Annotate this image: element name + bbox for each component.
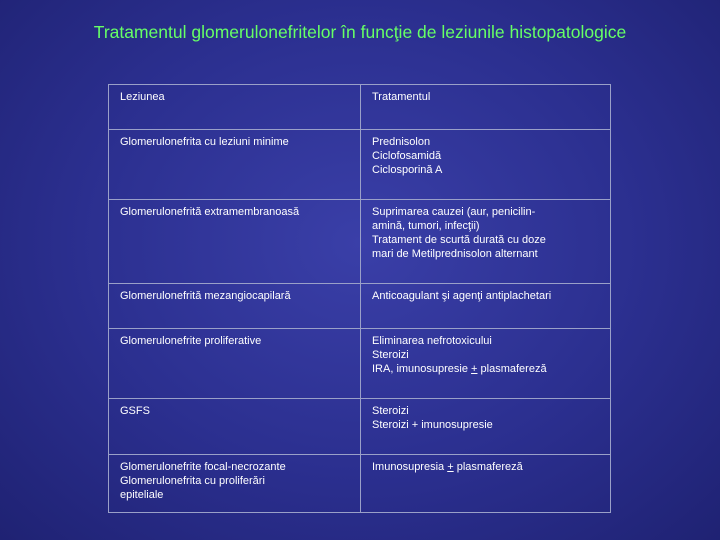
plasma-text: plasmafereză bbox=[477, 363, 547, 375]
lesion-cell bbox=[109, 284, 361, 329]
lesion-line: Glomerulonefrită mezangiocapilară bbox=[120, 290, 291, 302]
treatment-cell bbox=[361, 329, 611, 399]
lesion-line: Glomerulonefrită extramembranoasă bbox=[120, 206, 300, 218]
table-header-row bbox=[109, 85, 611, 130]
immuno-text: Imunosupresia bbox=[372, 461, 448, 473]
treatment-line: Steroizi + imunosupresie bbox=[372, 419, 493, 431]
treatment-line: Prednisolon bbox=[372, 136, 431, 148]
ira-text: IRA, imunosupresie bbox=[372, 363, 472, 375]
lesion-line: Glomerulonefrite focal-necrozante bbox=[120, 461, 286, 473]
lesion-cell bbox=[109, 455, 361, 513]
lesion-line: epiteliale bbox=[120, 489, 164, 501]
lesion-line: Glomerulonefrita cu proliferări bbox=[120, 475, 265, 487]
treatment-line: Ciclosporină A bbox=[372, 164, 443, 176]
header-treatment: Tratamentul bbox=[361, 85, 611, 130]
treatment-line: Steroizi bbox=[372, 405, 409, 417]
treatment-cell bbox=[361, 455, 611, 513]
treatment-cell bbox=[361, 130, 611, 200]
lesion-cell bbox=[109, 200, 361, 284]
treatment-cell bbox=[361, 284, 611, 329]
table-row bbox=[109, 284, 611, 329]
slide-title: Tratamentul glomerulonefritelor în funcţie de leziunile histopatologice bbox=[93, 22, 627, 42]
lesion-line: Glomerulonefrite proliferative bbox=[120, 335, 262, 347]
treatment-line: Ciclofosamidă bbox=[372, 150, 442, 162]
treatment-line: amină, tumori, infecţii) bbox=[372, 220, 480, 232]
treatment-table bbox=[108, 84, 611, 513]
treatment-line-ira bbox=[372, 460, 602, 474]
treatment-line: Tratament de scurtă durată cu doze bbox=[372, 234, 546, 246]
treatment-line: Steroizi bbox=[372, 349, 409, 361]
table-row bbox=[109, 455, 611, 513]
plasma-text: plasmafereză bbox=[453, 461, 523, 473]
treatment-line: Eliminarea nefrotoxicului bbox=[372, 335, 492, 347]
header-lesion: Leziunea bbox=[109, 85, 361, 130]
table-row bbox=[109, 329, 611, 399]
lesion-cell bbox=[109, 399, 361, 455]
treatment-line: mari de Metilprednisolon alternant bbox=[372, 248, 538, 260]
table-row bbox=[109, 130, 611, 200]
lesion-cell bbox=[109, 130, 361, 200]
lesion-line: Glomerulonefrita cu leziuni minime bbox=[120, 136, 289, 148]
lesion-line: GSFS bbox=[120, 405, 150, 417]
plus-sign: + bbox=[447, 461, 454, 473]
treatment-cell bbox=[361, 200, 611, 284]
treatment-cell bbox=[361, 399, 611, 455]
treatment-line-ira bbox=[372, 362, 602, 376]
table-row bbox=[109, 399, 611, 455]
treatment-line: Anticoagulant şi agenţi antiplachetari bbox=[372, 290, 552, 302]
plus-sign: + bbox=[471, 363, 478, 375]
lesion-cell bbox=[109, 329, 361, 399]
table-row bbox=[109, 200, 611, 284]
treatment-line: Suprimarea cauzei (aur, penicilin- bbox=[372, 206, 536, 218]
